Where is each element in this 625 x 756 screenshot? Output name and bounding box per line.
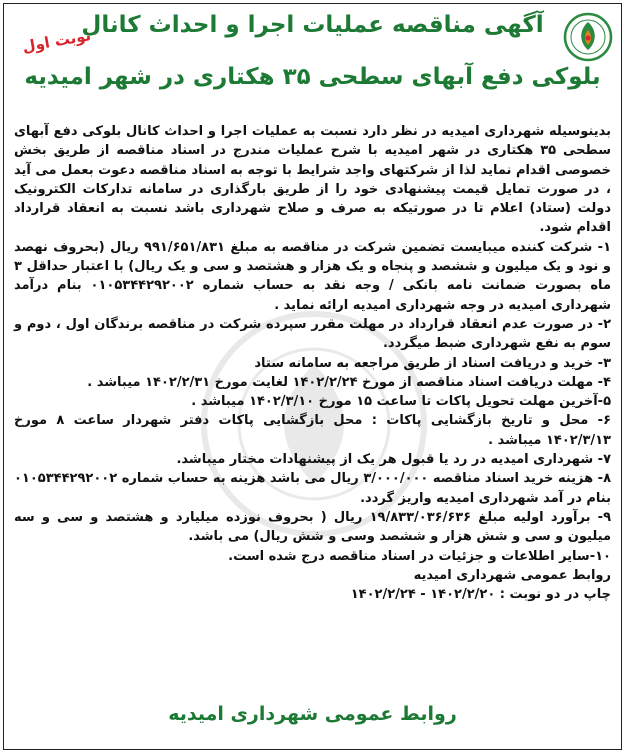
notice-item: ۱- شرکت کننده میبایست تضمین شرکت در مناقصه به مبلغ ۹۹۱/۶۵۱/۸۳۱ ریال (بحروف نهصد و نود و یک میلیون و ششصد و پنجاه و یک هزار و هشتصد و سی و یک ریال) با اعتبار حداقل ۳ ماه بصورت ضمانت نامه بانکی / وجه نقد به حساب شماره ۰۱۰۵۳۴۴۲۹۲۰۰۲ بنام درآمد شهرداری امیدیه در وجه شهرداری امیدیه ارائه نماید . <box>14 239 611 313</box>
notice-title-line-2: بلوکی دفع آبهای سطحی ۳۵ هکتاری در شهر امیدیه <box>24 64 601 90</box>
notice-item: ۳- خرید و دریافت اسناد از طریق مراجعه به سامانه ستاد <box>254 355 611 371</box>
tender-notice <box>3 3 622 750</box>
signature-line: روابط عمومی شهرداری امیدیه <box>413 567 611 583</box>
notice-intro: بدینوسیله شهرداری امیدیه در نظر دارد نسبت به عملیات اجرا و احداث کانال بلوکی دفع آبهای سطحی ۳۵ هکتاری در شهر امیدیه با شرح عملیات مندرج در اسناد مناقصه از طریق بخش خصوصی اقدام نماید لذا از شرکتهای واجد شرایط با توجه به اسناد مناقصه دعوت بعمل می آید ، در صورت تمایل قیمت پیشنهادی خود را از طریق بارگذاری در سامانه تدارکات الکترونیک دولت (ستاد) اعلام تا در صورتیکه به صرف و صلاح شهرداری باشد نسبت به انعقاد قرارداد اقدام شود. <box>14 124 611 236</box>
notice-title-line-1: آگهی مناقصه عملیات اجرا و احداث کانال <box>81 12 544 38</box>
notice-item: ۵-آخرین مهلت تحویل پاکات تا ساعت ۱۵ مورخ ۱۴۰۲/۳/۱۰ میباشد . <box>191 394 611 410</box>
notice-item: ۸- هزینه خرید اسناد مناقصه ۳/۰۰۰/۰۰۰ ریال می باشد هزینه به حساب شماره ۰۱۰۵۳۴۴۲۹۲۰۰۲ بنام در آمد شهرداری امیدیه واریز گردد. <box>14 471 611 506</box>
notice-item: ۹- برآورد اولیه مبلغ ۱۹/۸۳۳/۰۳۶/۶۳۶ ریال ( بحروف نوزده میلیارد و هشتصد و سی و سه میلیون و سی و شش هزار و ششصد وسی و شش ریال) می باشد. <box>14 509 612 545</box>
footer-title: روابط عمومی شهرداری امیدیه <box>168 703 457 725</box>
first-round-badge: نوبت اول <box>20 26 93 56</box>
notice-item: ۴- مهلت دریافت اسناد مناقصه از مورخ ۱۴۰۲/۲/۲۴ لغایت مورخ ۱۴۰۲/۲/۳۱ میباشد . <box>87 374 611 390</box>
notice-item: ۶- محل و تاریخ بازگشایی پاکات : محل بازگشایی پاکات دفتر شهردار ساعت ۸ مورخ ۱۴۰۲/۳/۱۳ میباشد . <box>14 413 612 448</box>
notice-header <box>4 4 621 112</box>
notice-item: ۱۰-سایر اطلاعات و جزئیات در اسناد مناقصه درج شده است. <box>228 548 611 564</box>
notice-item: ۷- شهرداری امیدیه در رد یا قبول هر یک از پیشنهادات مختار میباشد. <box>176 452 611 468</box>
print-dates: چاپ در دو نوبت : ۱۴۰۲/۲/۲۰ - ۱۴۰۲/۲/۲۴ <box>350 587 611 603</box>
notice-item: ۲- در صورت عدم انعقاد قرارداد در مهلت مقرر سپرده شرکت در مناقصه برندگان اول ، دوم و سوم به نفع شهرداری ضبط میگردد. <box>14 316 611 352</box>
notice-body <box>14 122 611 604</box>
